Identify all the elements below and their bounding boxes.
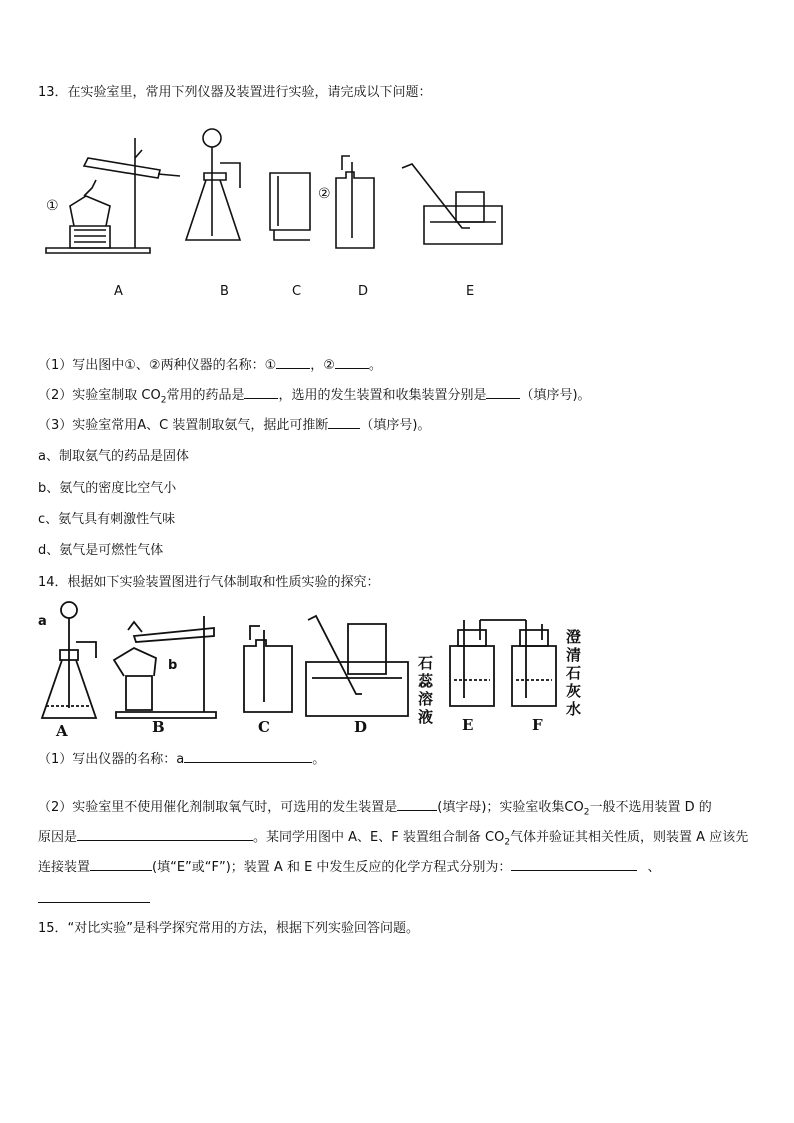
q13-label-e: E	[466, 284, 475, 299]
q14-litmus-label: 石 蕊 溶 液	[418, 654, 434, 726]
q14-marker-b: b	[168, 658, 178, 673]
q15-stem: 15．“对比实验”是科学探究常用的方法，根据下列实验回答问题。	[38, 921, 420, 936]
q13-marker-2: ②	[318, 186, 331, 202]
q14-part1: （1）写出仪器的名称：a 。	[38, 752, 326, 767]
q14-apparatus-figure	[38, 600, 588, 730]
q13-apparatus-figure	[40, 118, 530, 268]
q13-label-a: A	[114, 284, 123, 299]
q13-label-d: D	[358, 284, 369, 299]
q13-marker-1: ①	[46, 198, 59, 214]
q13-option-d: d、氨气是可燃性气体	[38, 543, 164, 558]
q14-limewater-label: 澄 清 石 灰 水	[566, 628, 582, 718]
q13-stem: 13．在实验室里，常用下列仪器及装置进行实验，请完成以下问题：	[38, 85, 432, 100]
q13-part2: （2）实验室制取 $CO_2$常用的药品是 ，选用的发生装置和收集装置分别是 （填序号)。	[38, 388, 591, 406]
q14-part2: （2）实验室里不使用催化剂制取氧气时，可选用的发生装置是 (填字母)；实验室收集$CO_2$一般不选用装置 D 的	[38, 800, 712, 818]
q14-label-f: F	[532, 716, 543, 734]
q13-option-a: a、制取氨气的药品是固体	[38, 449, 189, 464]
q14-label-c: C	[258, 718, 270, 736]
q14-stem: 14．根据如下实验装置图进行气体制取和性质实验的探究：	[38, 575, 380, 590]
q13-option-b: b、氨气的密度比空气小	[38, 481, 177, 496]
q14-label-b: B	[152, 718, 165, 736]
q13-option-c: c、氨气具有刺激性气味	[38, 512, 176, 527]
q14-label-a: A	[56, 722, 68, 740]
q14-part4: 连接装置 (填“E”或“F”)；装置 A 和 E 中发生反应的化学方程式分别为： 、	[38, 860, 661, 875]
q13-label-b: B	[220, 284, 229, 299]
q13-part3: （3）实验室常用A、C 装置制取氨气，据此可推断 （填序号)。	[38, 418, 431, 433]
q14-answer-blank	[38, 902, 150, 903]
q13-label-c: C	[292, 284, 302, 299]
q13-part1: （1）写出图中①、②两种仪器的名称：① ，② 。	[38, 358, 382, 373]
q14-marker-a: a	[38, 614, 47, 629]
q14-part3: 原因是 。某同学用图中 A、E、F 装置组合制备 $CO_2$气体并验证其相关性质，则装置 A 应该先	[38, 830, 749, 848]
q14-label-d: D	[354, 718, 368, 736]
q14-label-e: E	[462, 716, 474, 734]
